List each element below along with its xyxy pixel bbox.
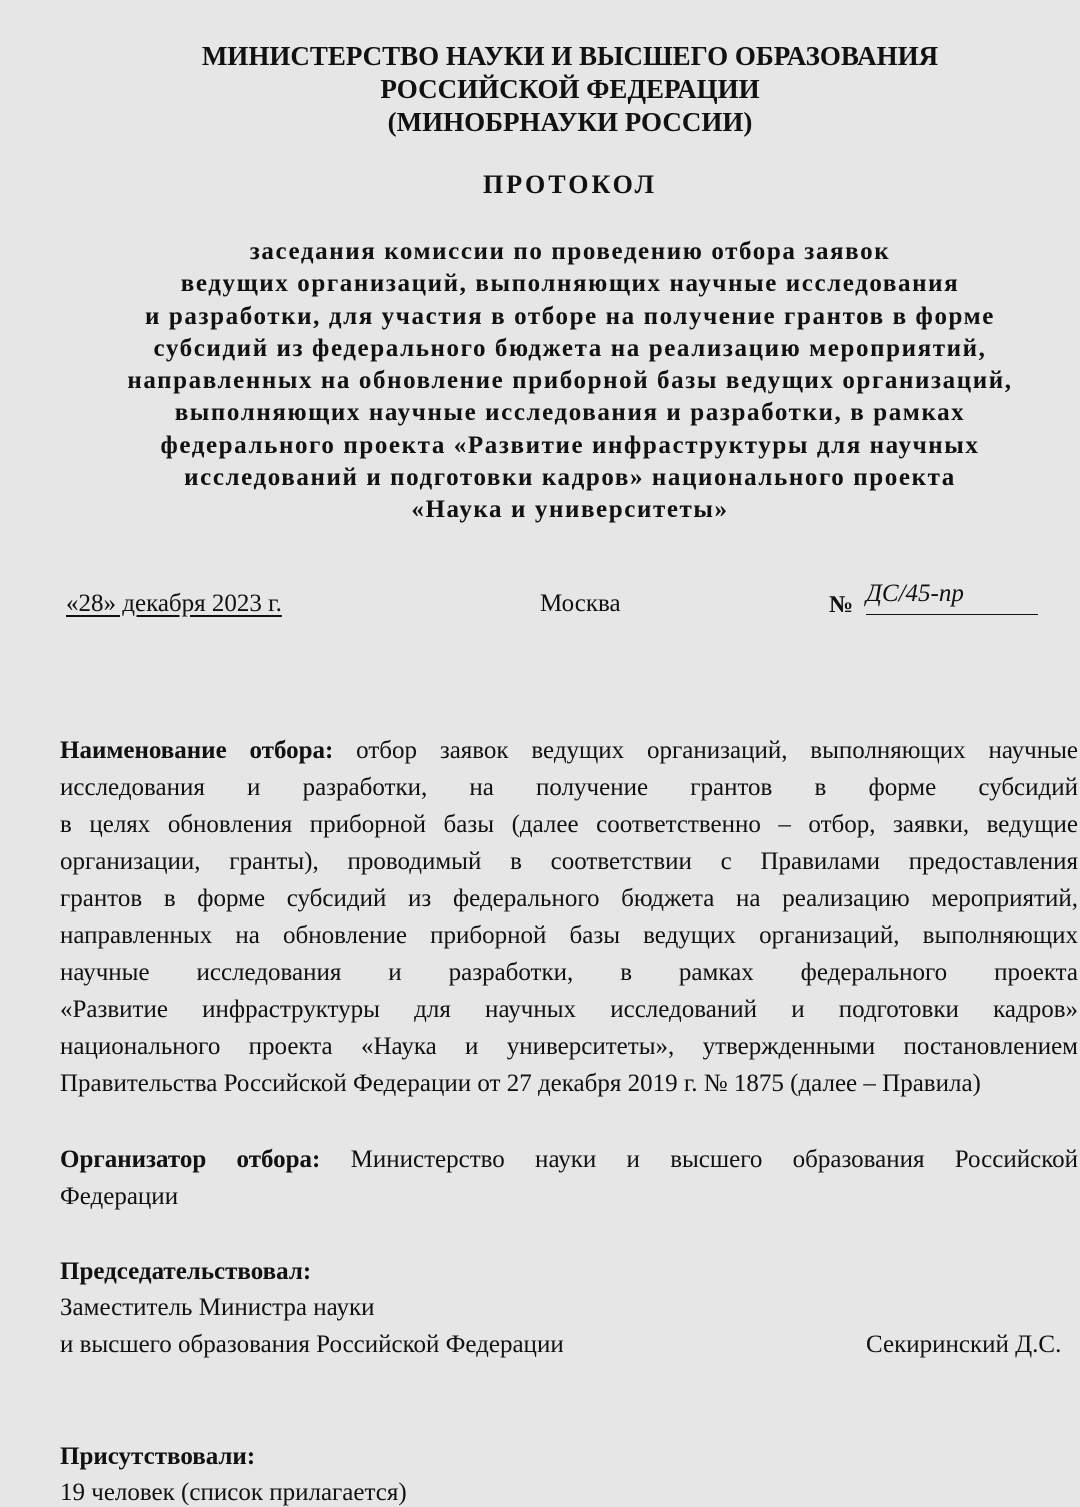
subject-line: субсидий из федерального бюджета на реализацию мероприятий,: [153, 334, 987, 362]
ministry-line: (МИНОБРНАУКИ РОССИИ): [387, 107, 753, 137]
chair-name: Секиринский Д.С.: [866, 1331, 1062, 1358]
selection-line: исследования и разработки, на получение грантов в форме субсидий: [60, 774, 1078, 801]
organizer-line: [60, 1146, 1078, 1174]
number-sign: №: [829, 592, 854, 618]
organizer-text: Министерство науки и высшего образования Российской: [320, 1146, 1078, 1173]
chair-position: Заместитель Министра науки: [60, 1294, 375, 1321]
organizer-label: Организатор отбора:: [60, 1146, 321, 1173]
ministry-header: [0, 40, 1080, 139]
selection-line: направленных на обновление приборной базы ведущих организаций, выполняющих: [60, 922, 1078, 949]
selection-line: грантов в форме субсидий из федерального бюджета на реализацию мероприятий,: [60, 885, 1078, 912]
subject-line: федерального проекта «Развитие инфраструктуры для научных: [160, 431, 980, 459]
subject-line: направленных на обновление приборной базы ведущих организаций,: [127, 367, 1013, 395]
organizer-line: Федерации: [60, 1183, 179, 1210]
subject-line: и разработки, для участия в отборе на получение грантов в форме: [144, 302, 995, 330]
protocol-number: ДС/45-пр: [866, 580, 1038, 615]
selection-line: национального проекта «Наука и университеты», утвержденными постановлением: [60, 1033, 1078, 1060]
selection-line: Правительства Российской Федерации от 27 декабря 2019 г. № 1875 (далее – Правила): [60, 1070, 981, 1097]
selection-text: отбор заявок ведущих организаций, выполняющих научные: [333, 737, 1078, 764]
meeting-city: Москва: [540, 590, 621, 617]
subject-line: выполняющих научные исследования и разработки, в рамках: [174, 399, 966, 427]
attendees-text: 19 человек (список прилагается): [60, 1479, 407, 1506]
ministry-line: МИНИСТЕРСТВО НАУКИ И ВЫСШЕГО ОБРАЗОВАНИЯ: [201, 41, 939, 71]
selection-line: [60, 737, 1078, 765]
subject-line: исследований и подготовки кадров» национального проекта: [184, 464, 956, 492]
selection-line: в целях обновления приборной базы (далее соответственно – отбор, заявки, ведущие: [60, 811, 1078, 838]
subject-line: «Наука и университеты»: [411, 496, 729, 524]
chair-position: и высшего образования Российской Федерации: [60, 1331, 564, 1358]
attendees-label: Присутствовали:: [60, 1443, 256, 1470]
selection-line: «Развитие инфраструктуры для научных исследований и подготовки кадров»: [60, 996, 1078, 1023]
chair-label: Председательствовал:: [60, 1258, 312, 1285]
protocol-subject: [0, 236, 1080, 527]
subject-line: заседания комиссии по проведению отбора заявок: [249, 238, 891, 265]
selection-line: организации, гранты), проводимый в соответствии с Правилами предоставления: [60, 848, 1078, 875]
meeting-date: «28» декабря 2023 г.: [66, 590, 282, 617]
selection-label: Наименование отбора:: [60, 737, 334, 764]
document-title: ПРОТОКОЛ: [483, 170, 657, 199]
ministry-line: РОССИЙСКОЙ ФЕДЕРАЦИИ: [380, 74, 760, 104]
subject-line: ведущих организаций, выполняющих научные исследования: [180, 270, 960, 298]
selection-line: научные исследования и разработки, в рамках федерального проекта: [60, 959, 1078, 986]
